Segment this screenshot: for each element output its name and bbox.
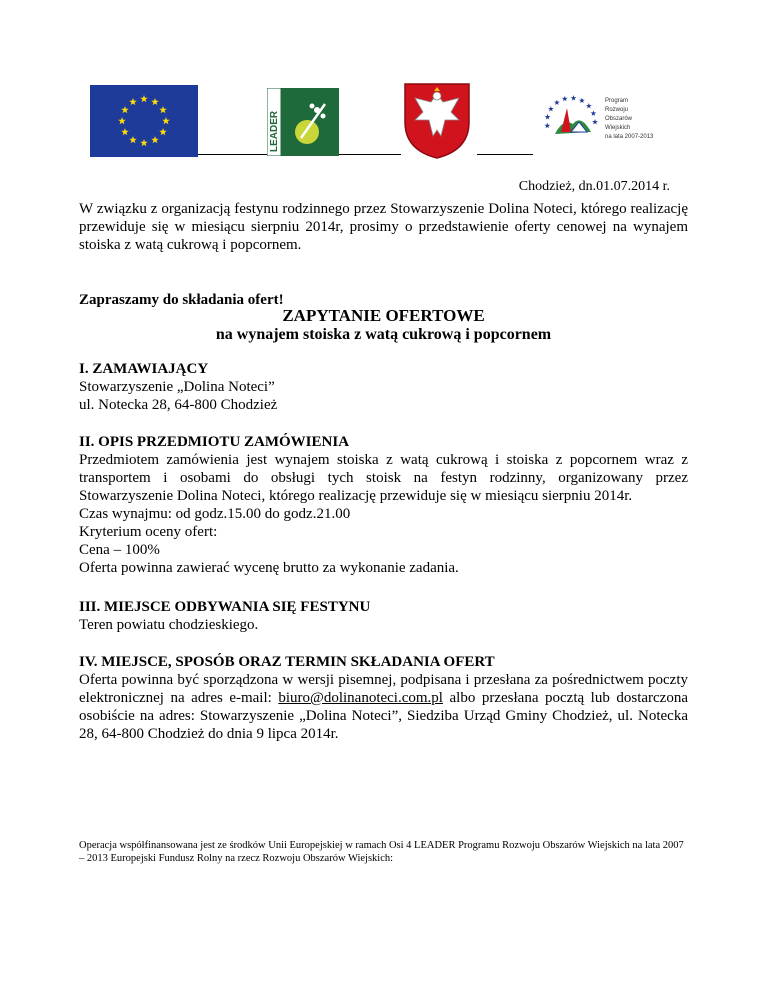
submission-text-after: albo przesłana pocztą lub dostarczona osobiście na adres: Stowarzyszenie „Dolina Noteci”, Siedziba Urząd Gminy Chodzież, ul. Notecka 28, 64-800 Chodzież do dnia 9 lipca 2014r. bbox=[79, 690, 688, 742]
submission-text-before: Oferta powinna być sporządzona w wersji pisemnej, podpisana i przesłana za pośrednictwem poczty elektronicznej na adres e-mail: bbox=[79, 672, 688, 706]
section-heading: IV. MIEJSCE, SPOSÓB ORAZ TERMIN SKŁADANIA OFERT bbox=[79, 654, 495, 670]
star-icon bbox=[544, 123, 550, 128]
email-link[interactable]: biuro@dolinanoteci.com.pl bbox=[278, 690, 443, 706]
star-icon bbox=[554, 100, 560, 105]
star-icon bbox=[548, 106, 554, 111]
section-line: Czas wynajmu: od godz.15.00 do godz.21.00 bbox=[79, 506, 351, 522]
prow-logo-text: Obszarów bbox=[605, 116, 633, 122]
divider-line bbox=[198, 154, 267, 155]
section-submission-terms bbox=[79, 653, 688, 743]
star-icon bbox=[562, 96, 568, 101]
star-icon bbox=[592, 119, 598, 124]
section-heading: III. MIEJSCE ODBYWANIA SIĘ FESTYNU bbox=[79, 599, 371, 615]
section-paragraph: Przedmiotem zamówienia jest wynajem stoiska z watą cukrową i stoiska z popcornem wraz z transportem i osobami do obsługi tych stoisk na festyn rodzinny, organizowany przez Stowarzyszenie Dolina Noteci, którego realizację przewiduje się w miesiącu sierpniu 2014r. bbox=[79, 452, 688, 504]
section-festival-location bbox=[79, 598, 688, 634]
prow-logo-text: Program bbox=[605, 98, 629, 104]
star-icon bbox=[545, 114, 551, 119]
section-line: ul. Notecka 28, 64-800 Chodzież bbox=[79, 397, 278, 413]
document-subtitle: na wynajem stoiska z watą cukrową i popcornem bbox=[215, 326, 552, 343]
prow-logo bbox=[533, 88, 661, 152]
divider-line bbox=[339, 154, 401, 155]
prow-logo-text: na lata 2007-2013 bbox=[605, 134, 654, 140]
section-heading: II. OPIS PRZEDMIOTU ZAMÓWIENIA bbox=[79, 434, 350, 450]
star-icon bbox=[591, 110, 597, 115]
document-date: Chodzież, dn.01.07.2014 r. bbox=[518, 179, 670, 194]
star-icon bbox=[571, 95, 577, 100]
section-line: Stowarzyszenie „Dolina Noteci” bbox=[79, 379, 275, 395]
star-icon bbox=[579, 98, 585, 103]
wielkopolska-crest-logo bbox=[401, 80, 473, 160]
logo-bar bbox=[0, 0, 768, 165]
prow-logo-text: Rozwoju bbox=[605, 107, 629, 113]
section-order-description bbox=[79, 433, 688, 577]
section-line: Oferta powinna zawierać wycenę brutto za wykonanie zadania. bbox=[79, 560, 459, 576]
section-heading: I. ZAMAWIAJĄCY bbox=[79, 361, 209, 377]
section-line: Cena – 100% bbox=[79, 542, 160, 558]
divider-line bbox=[477, 154, 533, 155]
leader-logo-text: LEADER bbox=[269, 110, 280, 152]
invitation-line: Zapraszamy do składania ofert! bbox=[79, 292, 284, 308]
footer-note: Operacja współfinansowana jest ze środków Unii Europejskiej w ramach Osi 4 LEADER Programu Rozwoju Obszarów Wiejskich na lata 2007 – 2013 Europejski Fundusz Rolny na rzecz Rozwoju Obszarów Wiejskich: bbox=[79, 840, 684, 864]
intro-paragraph: W związku z organizacją festynu rodzinnego przez Stowarzyszenie Dolina Noteci, którego realizację przewiduje się w miesiącu sierpniu 2014r, prosimy o przedstawienie oferty cenowej na wynajem stoiska z watą cukrową i popcornem. bbox=[79, 201, 688, 253]
section-line: Kryterium oceny ofert: bbox=[79, 524, 218, 540]
section-contracting-party bbox=[79, 360, 688, 414]
eu-flag-logo bbox=[90, 85, 198, 157]
document-title: ZAPYTANIE OFERTOWE bbox=[282, 306, 485, 325]
section-line: Teren powiatu chodzieskiego. bbox=[79, 617, 259, 633]
star-icon bbox=[586, 103, 592, 108]
leader-logo bbox=[267, 88, 339, 156]
prow-logo-text: Wiejskich bbox=[605, 125, 631, 131]
